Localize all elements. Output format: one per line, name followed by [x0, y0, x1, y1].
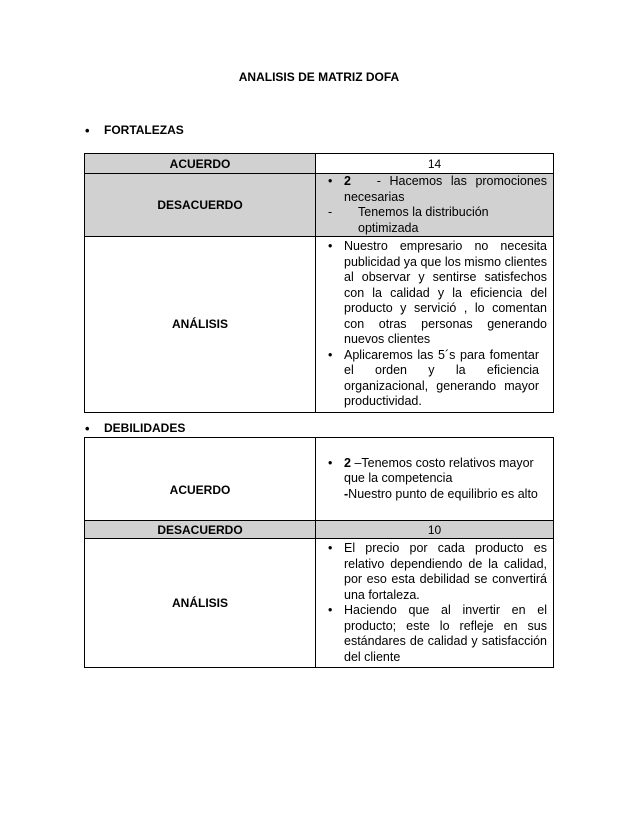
fortalezas-acuerdo-label: ACUERDO	[85, 154, 316, 174]
list-item: • Aplicaremos las 5´s para fomentar el orden y la eficiencia organizacional, generando mayor productividad.	[316, 348, 547, 410]
section-debilidades-heading: DEBILIDADES	[104, 421, 186, 435]
debilidades-analisis-label: ANÁLISIS	[85, 539, 316, 668]
table-row	[85, 174, 554, 237]
acuerdo-line2-text: Nuestro punto de equilibrio es alto	[348, 486, 538, 501]
table-row	[85, 237, 554, 413]
list-item	[316, 205, 553, 236]
acuerdo-text: –Tenemos costo relativos mayor que la competencia	[344, 455, 534, 486]
list-item	[316, 487, 553, 503]
bullet-icon: •	[85, 421, 90, 436]
list-item: • El precio por cada producto es relativo dependiendo de la calidad, por eso esta debilidad se convertirá una fortaleza.	[316, 541, 547, 603]
fortalezas-analisis-cell	[316, 237, 554, 413]
list-item	[316, 456, 541, 487]
debilidades-desacuerdo-value: 10	[316, 521, 554, 539]
dash-text-2: optimizada	[358, 220, 419, 235]
acuerdo-count: 2	[344, 455, 351, 470]
table-row	[85, 539, 554, 668]
section-fortalezas	[85, 123, 184, 138]
bullet-icon: •	[85, 123, 90, 138]
dash-marker: -	[328, 205, 333, 219]
section-fortalezas-heading: FORTALEZAS	[104, 123, 184, 137]
debilidades-acuerdo-cell	[316, 438, 554, 521]
list-item	[316, 174, 547, 205]
document-title: ANALISIS DE MATRIZ DOFA	[238, 70, 400, 84]
fortalezas-analisis-label: ANÁLISIS	[85, 237, 316, 413]
table-row	[85, 521, 554, 539]
fortalezas-desacuerdo-cell	[316, 174, 554, 237]
dash-text-1: Tenemos la distribución	[358, 205, 489, 219]
desacuerdo-count: 2	[344, 174, 351, 188]
debilidades-acuerdo-label: ACUERDO	[85, 438, 316, 521]
fortalezas-desacuerdo-label: DESACUERDO	[85, 174, 316, 237]
fortalezas-acuerdo-value: 14	[316, 154, 554, 174]
list-item: • Nuestro empresario no necesita publicidad ya que los mismo clientes al observar y sentirse satisfechos con la calidad y la eficiencia del producto y servició , lo comentan con otras personas generando nuevos clientes	[316, 239, 547, 348]
list-item: • Haciendo que al invertir en el producto; este lo refleje en sus estándares de calidad y satisfacción del cliente	[316, 603, 547, 665]
debilidades-desacuerdo-label: DESACUERDO	[85, 521, 316, 539]
acuerdo-line2-marker: -	[344, 486, 349, 501]
debilidades-analisis-cell	[316, 539, 554, 668]
table-row	[85, 438, 554, 521]
debilidades-table	[84, 437, 554, 668]
desacuerdo-text: - Hacemos las promociones necesarias	[344, 174, 548, 204]
fortalezas-table	[84, 153, 554, 413]
section-debilidades	[85, 421, 186, 436]
table-row	[85, 154, 554, 174]
